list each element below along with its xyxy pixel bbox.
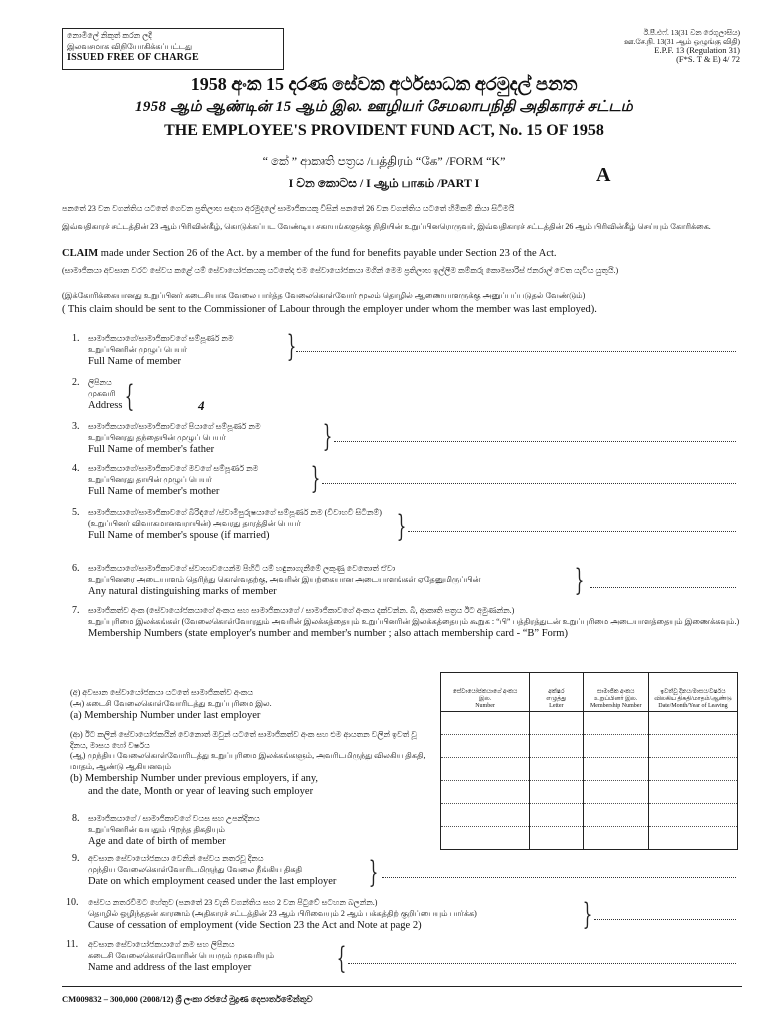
- col-membership-number: සාමාජික අංකය உறுப்பினர் இல. Membership Number: [583, 673, 648, 712]
- issued-free-stamp: [62, 28, 284, 70]
- item-number: 6.: [72, 563, 80, 574]
- cause-field[interactable]: [594, 918, 736, 920]
- table-row[interactable]: [441, 712, 738, 735]
- footer-divider: [62, 986, 742, 987]
- membership-table: [440, 672, 738, 850]
- sub-a-en: (a) Membership Number under last employer: [70, 710, 261, 721]
- item-membership-numbers: [72, 605, 748, 640]
- item-label-si: සාමාජිකයාගේ/සාමාජිකාවගේ මවගේ සම්පූර්ණ නම: [88, 464, 259, 473]
- title-sinhala: 1958 අංක 15 දරණ සේවක අර්ථසාධක අරමුදල් පනත: [190, 74, 578, 94]
- table-row[interactable]: [441, 781, 738, 804]
- table-row[interactable]: [441, 735, 738, 758]
- item-age-dob: [72, 813, 338, 848]
- handwritten-address-mark: 4: [198, 398, 205, 413]
- item-label-ta: உறுப்புரிமை இலக்கங்கள் (வேலைகொள்வோரதும் அவரின் இலக்கத்தையும் உறுப்பினரின் இலக்கத்தையும் கூறுக : “பி” பத்திரத்துடன் உறுப்புரிமை அடையாளத்தையும் இணைக்கவும்.): [88, 616, 740, 626]
- father-name-field[interactable]: [334, 440, 736, 442]
- item-number: 2.: [72, 377, 80, 388]
- claim-label: CLAIM: [62, 248, 99, 259]
- sub-a-ta: (அ) கடைசி வேலைகொள்வோரிடத்து உறுப்புரிமை இல.: [70, 698, 272, 708]
- title-tamil: 1958 ஆம் ஆண்டின் 15 ஆம் இல. ஊழியர் சேமலாபநிதி அதிகாரச் சட்டம்: [135, 99, 633, 115]
- ref-sinhala: ඊ.පී.එෆ්. 13(31 වන රෙගුලාසිය): [643, 28, 740, 37]
- item-label-ta: உறுப்பினரது தாயின் முழுப் பெயர்: [88, 474, 212, 484]
- item-label-si: සාමාජිකයාගේ / සාමාජිකාවගේ වයස සහ උපන්දිනය: [88, 814, 260, 823]
- item-label-en: Full Name of member's spouse (if married): [88, 530, 270, 541]
- table-header-row: [441, 673, 738, 712]
- item-date-ceased: [72, 853, 378, 888]
- table-row[interactable]: [441, 758, 738, 781]
- form-reference: [590, 28, 740, 64]
- table-row[interactable]: [441, 827, 738, 850]
- claim-text: made under Section 26 of the Act. by a member of the fund for benefits payable under Section 23 of the Act.: [98, 248, 557, 259]
- item-mother-name: [72, 463, 318, 498]
- item-label-en: Name and address of the last employer: [88, 962, 252, 973]
- free-english: ISSUED FREE OF CHARGE: [67, 52, 199, 63]
- item-label-si: සාමාජිකයාගේ/සාමාජිකාවගේ සම්පූර්ණ නම: [88, 334, 234, 343]
- item-label-ta: உறுப்பினரை அடையாளம் தெரிந்து கொள்வதற்கு, அவரின் இயற்கையான அடையாளங்கள் ஏதேனுமிருப்பின்: [88, 574, 481, 584]
- sub-b-ta: (ஆ) முந்திய வேலைகொள்வோரிடத்து உறுப்புரிமை இலக்கங்களும், அவரிடமிருந்து விலகிய திகதி, மாதம், ஆண்டு ஆகியனவும்: [70, 751, 426, 771]
- item-label-ta: உறுப்பினரின் முழுப் பெயர்: [88, 344, 188, 354]
- item-distinguishing-marks: [72, 563, 578, 598]
- item-number: 10.: [66, 897, 79, 908]
- sub-a-si: (අ) අවසාන සේවායෝජකයා යටතේ සාමාජිකත්ව අංකය: [70, 688, 254, 697]
- date-ceased-field[interactable]: [382, 876, 736, 878]
- item-number: 5.: [72, 507, 80, 518]
- item-label-en: Address: [88, 400, 123, 411]
- item-label-ta: உறுப்பினரின் வயதும் பிறந்த திகதியும்: [88, 824, 225, 834]
- brace: }: [310, 461, 321, 496]
- item-label-en: Any natural distinguishing marks of member: [88, 586, 277, 597]
- item-label-en: Date on which employment ceased under the last employer: [88, 876, 337, 887]
- ref-english: E.P.F. 13 (Regulation 31): [654, 45, 740, 55]
- handwritten-mark-a: A: [596, 164, 611, 186]
- claim-statement: [62, 248, 752, 260]
- send-note-english: ( This claim should be sent to the Commissioner of Labour through the employer under whom the member was last employed).: [62, 304, 597, 315]
- item-address: [72, 377, 208, 412]
- item-number: 4.: [72, 463, 80, 474]
- brace: }: [322, 419, 333, 454]
- brace: {: [336, 941, 347, 976]
- brace: }: [574, 563, 585, 598]
- free-tamil: இலவசமாக விநியோகிக்கப்பட்டது: [67, 42, 193, 51]
- sub-b-en2: and the date, Month or year of leaving such employer: [88, 786, 314, 797]
- item-full-name: [72, 333, 288, 368]
- brace: }: [582, 897, 593, 932]
- brace: }: [368, 855, 379, 890]
- sub-b-si: (ආ) ඊට කලින් සේවායෝජකයින් වෙනොත් ඔවුන් යටතේ සාමාජිකත්ව අංක සහ එම ආයතන වලින් ඉවත් වූ දිනය, මාසය හෝ වර්ෂය: [70, 730, 418, 750]
- item-cause-cessation: [66, 897, 588, 932]
- item-label-en: Cause of cessation of employment (vide Section 23 the Act and Note at page 2): [88, 920, 422, 931]
- item-label-si: සාමාජිකයාගේ/සාමාජිකාවගේ ස්වාභාවයෙන්ම පිහිටි යම් හඳුනාගැනීමේ ලකුණු වෙතොත් ඒවා: [88, 564, 396, 573]
- sub-item-a: [70, 688, 430, 722]
- send-note-sinhala: (සාමාජිකයා අවසාන වරට සේවය කළේ යම් සේවායෝජකයකු යටතේද එම සේවායෝජකයා මගින් මෙම ප්‍රතිලාභ ඉල්ලීම කම්කරු කොමසාරිස් ජනරාල් වෙත යැවිය යුතුයි.): [62, 266, 619, 275]
- item-number: 9.: [72, 853, 80, 864]
- item-label-ta: தொழில் ஒழிந்ததன் காரணம் (அதிகாரச் சட்டத்தின் 23 ஆம் பிரிவையும் 2 ஆம் பக்கத்திற் குறிப்பையும் பார்க்க): [88, 908, 477, 918]
- marks-field[interactable]: [590, 586, 736, 588]
- intro-tamil: இவ்வதிகாரச் சட்டத்தின் 23 ஆம் பிரிவின்கீழ், கொடுக்கப்பட வேண்டிய சகாயங்களுக்கு நிதியின் உறுப்பினரொருவர், இவ்வதிகாரச் சட்டத்தின் 26 ஆம் பிரிவின்கீழ் செய்யும் கோரிக்கை.: [62, 222, 711, 231]
- mother-name-field[interactable]: [322, 482, 736, 484]
- title-english: THE EMPLOYEE'S PROVIDENT FUND ACT, No. 15 OF 1958: [164, 122, 604, 139]
- intro-sinhala: පනතේ 23 වන වගන්තිය යටතේ ගෙවන ප්‍රතිලාභ සඳහා අරමුදලේ සාමාජිකයකු විසින් පනතේ 26 වන වගන්තිය යටතේ හිමිකම් කියා සිටීමයි: [62, 204, 515, 213]
- item-number: 1.: [72, 333, 80, 344]
- ref-tamil: ஊ.சே.நி. 13(31 ஆம் ஒழுங்கு விதி): [624, 37, 740, 46]
- item-father-name: [72, 421, 328, 456]
- item-number: 8.: [72, 813, 80, 824]
- item-label-si: සේවය නතරවීමට හේතුව (පනතේ 23 වැනි වගන්තිය සහ 2 වන පිටුවේ සටහන බලන්න.): [88, 898, 378, 907]
- item-label-en: Membership Numbers (state employer's number and member's number ; also attach membership card - “B” Form): [88, 628, 568, 639]
- sub-b-en1: (b) Membership Number under previous employers, if any,: [70, 773, 319, 784]
- item-label-si: සාමාජිකයාගේ/සාමාජිකාවගේ පියාගේ සම්පූර්ණ නම: [88, 422, 261, 431]
- last-employer-field[interactable]: [348, 962, 736, 964]
- item-label-si: සාමාජිකයාගේ/සාමාජිකාවගේ බිරිඳගේ /ස්වාමිපුරුෂයාගේ සම්පූර්ණ නම (විවාහවී සිටීනම්): [88, 508, 382, 517]
- item-label-ta: கடைசி வேலைகொள்வோரின் பெயரும் முகவரியும்: [88, 950, 275, 960]
- item-label-ta: முகவரி: [88, 388, 116, 398]
- form-k-line: “ කේ ” ආකෘති පත්‍රය /பத்திரம் “கே” /FORM “K”: [262, 154, 506, 168]
- free-sinhala: නොමිලේ නිකුත් කරන ලදී: [67, 31, 152, 40]
- col-letter: අක්ෂර எழுத்து Letter: [530, 673, 583, 712]
- item-number: 3.: [72, 421, 80, 432]
- item-number: 7.: [72, 605, 80, 616]
- full-name-field[interactable]: [296, 350, 736, 352]
- item-label-en: Age and date of birth of member: [88, 836, 226, 847]
- item-last-employer: [66, 939, 348, 974]
- brace: {: [124, 379, 135, 414]
- table-row[interactable]: [441, 804, 738, 827]
- footer-print-code: CM009832 – 300,000 (2008/12) ශ්‍රී ලංකා රජයේ මුද්‍රණ දෙපාර්තමේන්තුව: [62, 994, 313, 1004]
- send-note-tamil: (இக்கோரிக்கையானது உறுப்பினர் கடைசியாக வேலை பார்த்த வேலைகொள்வோர் மூலம் தொழில் ஆணையாளருக்கு அனுப்பப்படுதல் வேண்டும்): [62, 291, 586, 300]
- sub-item-b: [70, 730, 430, 798]
- item-label-ta: உறுப்பினரது தந்தையின் முழுப் பெயர்: [88, 432, 226, 442]
- item-label-si: සාමාජිකත්ව අංක (සේවායෝජකයාගේ අංකය සහ සාමාජිකයාගේ / සාමාජිකාවගේ අංකය දක්වන්න. බී, ආකෘති පත්‍රය ඊට අමුණන්න.): [88, 606, 515, 615]
- item-label-si: අවසාන සේවායෝජකයාගේ නම සහ ලිපිනය: [88, 940, 235, 949]
- item-label-si: අවසාන සේවායෝජකයා වෙනින් සේවය නතරවූ දිනය: [88, 854, 264, 863]
- col-employer-number: සේවායෝජකයාගේ අංකය இல. Number: [441, 673, 530, 712]
- col-date-leaving: ඉවත්වූ දිනය/මාසය/වර්ෂය விலகிய திகதி/மாதம்/ஆண்டு Date/Month/Year of Leaving: [648, 673, 737, 712]
- ref-code: (F*S. T & E) 4/ 72: [676, 54, 740, 64]
- item-label-en: Full Name of member's mother: [88, 486, 220, 497]
- item-label-en: Full Name of member's father: [88, 444, 215, 455]
- item-spouse-name: [72, 507, 398, 542]
- brace: }: [286, 329, 297, 364]
- item-label-en: Full Name of member: [88, 356, 182, 367]
- item-number: 11.: [66, 939, 79, 950]
- part-line: I වන කොටස / I ஆம் பாகம் /PART I: [288, 176, 480, 190]
- item-label-si: ලිපිනය: [88, 378, 112, 387]
- spouse-name-field[interactable]: [408, 530, 736, 532]
- brace: }: [396, 509, 407, 544]
- item-label-ta: (உறுப்பினர் விவாகமானவராயின்) அவரது தாரத்தின் பெயர்: [88, 518, 301, 528]
- item-label-ta: முந்திய வேலைகொள்வோரிடமிருந்து வேலை நீங்கிய திகதி: [88, 864, 303, 874]
